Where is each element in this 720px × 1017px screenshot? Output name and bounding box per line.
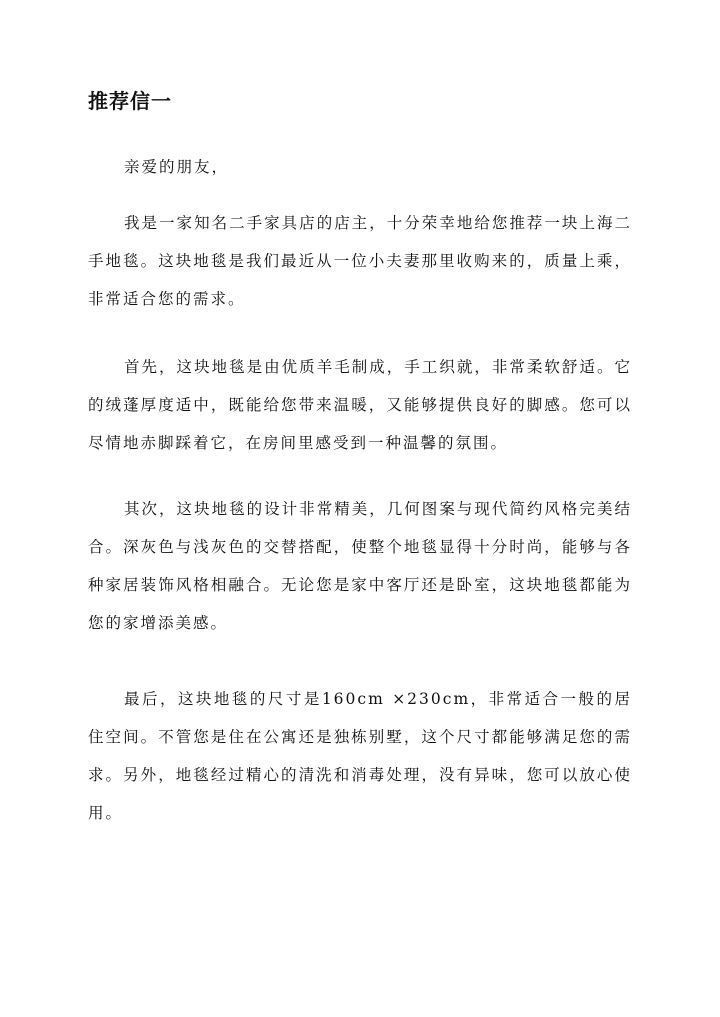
letter-title: 推荐信一 bbox=[88, 89, 172, 113]
salutation: 亲爱的朋友， bbox=[124, 158, 230, 176]
paragraph-design: 其次，这块地毯的设计非常精美，几何图案与现代简约风格完美结合。深灰色与浅灰色的交替搭配，使整个地毯显得十分时尚，能够与各种家居装饰风格相融合。无论您是家中客厅还是卧室，这块地毯都能为您的家增添美感。 bbox=[88, 500, 632, 632]
paragraph-intro: 我是一家知名二手家具店的店主，十分荣幸地给您推荐一块上海二手地毯。这块地毯是我们最近从一位小夫妻那里收购来的，质量上乘，非常适合您的需求。 bbox=[88, 214, 632, 308]
paragraph-size: 最后，这块地毯的尺寸是160cm ×230cm，非常适合一般的居住空间。不管您是住在公寓还是独栋别墅，这个尺寸都能够满足您的需求。另外，地毯经过精心的清洗和消毒处理，没有异味，您可以放心使用。 bbox=[88, 690, 632, 822]
paragraph-material: 首先，这块地毯是由优质羊毛制成，手工织就，非常柔软舒适。它的绒蓬厚度适中，既能给您带来温暖，又能够提供良好的脚感。您可以尽情地赤脚踩着它，在房间里感受到一种温馨的氛围。 bbox=[88, 358, 632, 452]
